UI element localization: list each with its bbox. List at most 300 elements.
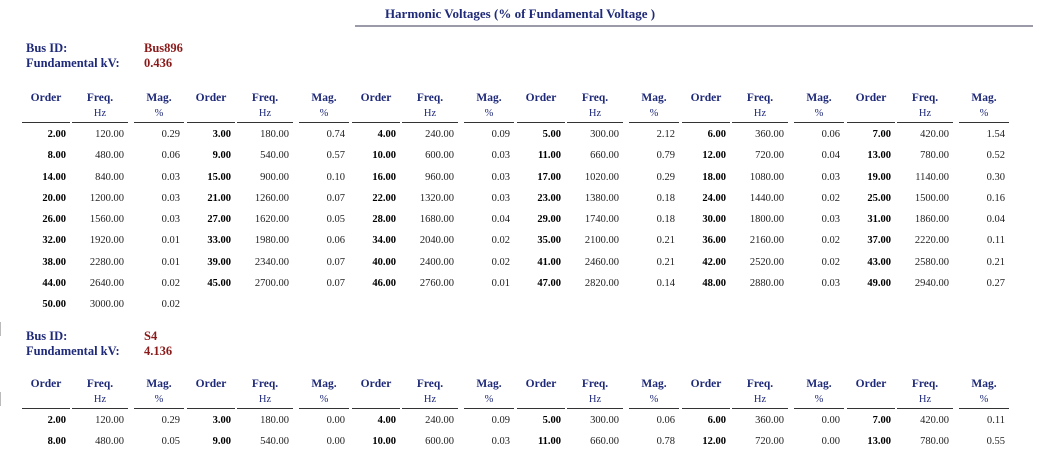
mag-cell: 0.03 [821,171,840,183]
table-row [26,230,1006,251]
freq-cell: 3000.00 [89,299,124,311]
order-cell: 34.00 [372,235,396,247]
harmonic-table [26,376,1006,453]
header-order-label: Order [525,378,557,390]
header-rule [352,122,400,123]
header-freq-unit: Hz [588,108,602,119]
mag-cell: 0.02 [491,256,510,268]
bus-id-row [26,329,158,344]
mag-cell: 0.57 [326,150,345,162]
mag-cell: 0.09 [491,415,510,426]
header-freq-unit: Hz [93,108,107,119]
header-rule [22,122,70,123]
table-row [26,273,1006,294]
freq-cell: 1140.00 [915,171,949,183]
order-cell: 26.00 [42,214,66,226]
header-rule [187,408,235,409]
header-order [187,376,235,392]
header-freq [567,376,623,408]
header-rule [847,122,895,123]
mag-cell: 0.29 [656,171,675,183]
mag-cell: 0.18 [656,214,675,226]
order-cell: 10.00 [372,150,396,162]
order-cell: 17.00 [537,171,561,183]
order-cell: 38.00 [42,256,66,268]
fundamental-kv-value: 0.436 [144,56,173,70]
header-order [352,90,400,106]
freq-cell: 1260.00 [254,192,289,204]
freq-cell: 960.00 [425,171,454,183]
page-edge-mark [0,392,1,406]
freq-cell: 480.00 [95,150,124,162]
header-mag [794,90,844,122]
mag-cell: 0.55 [986,436,1005,448]
order-cell: 32.00 [42,235,66,247]
header-mag-label: Mag. [476,378,502,390]
header-order [187,90,235,106]
header-freq-label: Freq. [911,378,939,390]
header-rule [402,122,458,123]
order-cell: 35.00 [537,235,561,247]
freq-cell: 2040.00 [419,235,454,247]
header-rule [187,122,235,123]
header-rule [134,122,184,123]
freq-cell: 1980.00 [254,235,289,247]
freq-cell: 1320.00 [419,192,454,204]
freq-cell: 360.00 [755,129,784,140]
freq-cell: 720.00 [755,436,784,448]
header-mag [464,90,514,122]
order-cell: 31.00 [867,214,891,226]
order-cell: 44.00 [42,278,66,290]
header-rule [732,408,788,409]
mag-cell: 0.00 [326,415,345,426]
freq-cell: 1800.00 [749,214,784,226]
mag-cell: 0.02 [821,192,840,204]
freq-cell: 2580.00 [914,256,949,268]
freq-cell: 1560.00 [89,214,124,226]
header-mag [464,376,514,408]
order-cell: 30.00 [702,214,726,226]
header-rule [897,122,953,123]
order-cell: 36.00 [702,235,726,247]
mag-cell: 0.11 [987,415,1005,426]
order-cell: 7.00 [872,415,891,426]
report-title: Harmonic Voltages (% of Fundamental Voltage ) [384,6,656,21]
mag-cell: 0.11 [987,235,1005,247]
fundamental-kv-label: Fundamental kV: [26,56,120,70]
bus-info [26,329,173,359]
mag-cell: 0.03 [491,436,510,448]
mag-cell: 0.01 [161,235,180,247]
order-cell: 4.00 [377,415,396,426]
header-order [847,376,895,392]
bus-id-value: Bus896 [144,41,183,55]
order-cell: 16.00 [372,171,396,183]
fundamental-kv-row [26,56,173,71]
header-rule [847,408,895,409]
header-freq-label: Freq. [581,92,609,104]
header-rule [237,408,293,409]
header-freq [402,90,458,122]
mag-cell: 0.27 [986,278,1005,290]
header-order [847,90,895,106]
freq-cell: 120.00 [95,129,124,140]
order-cell: 3.00 [212,129,231,140]
mag-cell: 0.07 [326,256,345,268]
mag-cell: 0.03 [161,192,180,204]
order-cell: 8.00 [47,436,66,448]
order-cell: 27.00 [207,214,231,226]
freq-cell: 1020.00 [584,171,619,183]
mag-cell: 0.29 [161,415,180,426]
header-mag [134,90,184,122]
header-rule [959,408,1009,409]
freq-cell: 2340.00 [254,256,289,268]
header-mag [299,376,349,408]
mag-cell: 0.02 [161,278,180,290]
order-cell: 41.00 [537,256,561,268]
freq-cell: 420.00 [920,415,949,426]
freq-cell: 2400.00 [419,256,454,268]
header-order [517,90,565,106]
freq-cell: 600.00 [425,436,454,448]
header-mag [959,90,1009,122]
header-freq-label: Freq. [746,92,774,104]
header-mag-label: Mag. [641,378,667,390]
order-cell: 2.00 [47,415,66,426]
order-cell: 40.00 [372,256,396,268]
mag-cell: 0.52 [986,150,1005,162]
table-row [26,431,1006,452]
order-cell: 5.00 [542,415,561,426]
order-cell: 11.00 [537,150,561,162]
header-rule [682,122,730,123]
freq-cell: 360.00 [755,415,784,426]
header-freq-unit: Hz [93,394,107,405]
header-freq-label: Freq. [581,378,609,390]
header-freq-unit: Hz [918,394,932,405]
mag-cell: 0.10 [326,171,345,183]
mag-cell: 0.05 [326,214,345,226]
header-mag-label: Mag. [806,378,832,390]
header-freq-unit: Hz [423,108,437,119]
order-cell: 33.00 [207,235,231,247]
header-mag [959,376,1009,408]
table-row [26,188,1006,209]
header-mag [299,90,349,122]
mag-cell: 0.02 [821,235,840,247]
freq-cell: 480.00 [95,436,124,448]
freq-cell: 2940.00 [914,278,949,290]
freq-cell: 300.00 [590,129,619,140]
header-mag-label: Mag. [311,378,337,390]
header-freq-unit: Hz [918,108,932,119]
mag-cell: 0.07 [326,278,345,290]
mag-cell: 0.03 [161,214,180,226]
header-mag-label: Mag. [146,92,172,104]
header-rule [567,408,623,409]
order-cell: 22.00 [372,192,396,204]
page-edge-mark [0,322,1,336]
header-order-label: Order [690,378,722,390]
order-cell: 18.00 [702,171,726,183]
table-header [26,376,1006,410]
freq-cell: 780.00 [920,436,949,448]
header-mag-unit: % [319,108,329,119]
freq-cell: 2760.00 [419,278,454,290]
order-cell: 13.00 [867,436,891,448]
harmonic-table [26,90,1006,316]
mag-cell: 0.07 [326,192,345,204]
freq-cell: 2700.00 [254,278,289,290]
mag-cell: 0.00 [821,415,840,426]
table-row [26,167,1006,188]
header-rule [629,408,679,409]
header-rule [517,122,565,123]
freq-cell: 1620.00 [254,214,289,226]
header-rule [567,122,623,123]
order-cell: 43.00 [867,256,891,268]
table-row [26,145,1006,166]
mag-cell: 0.30 [986,171,1005,183]
table-row [26,124,1006,145]
order-cell: 42.00 [702,256,726,268]
header-mag [794,376,844,408]
order-cell: 15.00 [207,171,231,183]
header-freq-label: Freq. [911,92,939,104]
freq-cell: 1380.00 [584,192,619,204]
order-cell: 12.00 [702,436,726,448]
mag-cell: 0.21 [656,235,675,247]
mag-cell: 0.04 [491,214,510,226]
freq-cell: 1080.00 [749,171,784,183]
header-order [517,376,565,392]
freq-cell: 780.00 [920,150,949,162]
header-rule [959,122,1009,123]
header-order [22,376,70,392]
header-rule [352,408,400,409]
header-rule [299,408,349,409]
header-freq-label: Freq. [86,92,114,104]
freq-cell: 2160.00 [749,235,784,247]
header-freq [402,376,458,408]
freq-cell: 180.00 [260,129,289,140]
order-cell: 48.00 [702,278,726,290]
freq-cell: 2640.00 [89,278,124,290]
order-cell: 6.00 [707,129,726,140]
header-order-label: Order [195,378,227,390]
header-mag-unit: % [484,108,494,119]
header-rule [237,122,293,123]
header-mag-unit: % [814,108,824,119]
header-rule [299,122,349,123]
header-rule [794,122,844,123]
header-order-label: Order [855,378,887,390]
order-cell: 23.00 [537,192,561,204]
header-rule [794,408,844,409]
order-cell: 28.00 [372,214,396,226]
mag-cell: 0.09 [491,129,510,140]
freq-cell: 2220.00 [914,235,949,247]
mag-cell: 0.01 [491,278,510,290]
mag-cell: 0.03 [491,171,510,183]
order-cell: 45.00 [207,278,231,290]
header-rule [629,122,679,123]
header-mag-unit: % [154,108,164,119]
fundamental-kv-value: 4.136 [144,344,173,358]
header-mag-unit: % [649,108,659,119]
header-freq-label: Freq. [416,92,444,104]
title-divider [355,25,1033,27]
mag-cell: 2.12 [656,129,675,140]
freq-cell: 1680.00 [419,214,454,226]
freq-cell: 1860.00 [914,214,949,226]
mag-cell: 1.54 [986,129,1005,140]
order-cell: 11.00 [537,436,561,448]
bus-info [26,41,183,71]
mag-cell: 0.06 [161,150,180,162]
mag-cell: 0.29 [161,129,180,140]
table-row [26,410,1006,431]
order-cell: 5.00 [542,129,561,140]
header-mag-label: Mag. [641,92,667,104]
header-mag-unit: % [979,394,989,405]
header-freq-label: Freq. [251,378,279,390]
bus-id-label: Bus ID: [26,329,68,343]
header-order-label: Order [30,92,62,104]
freq-cell: 120.00 [95,415,124,426]
freq-cell: 300.00 [590,415,619,426]
header-freq [732,376,788,408]
table-row [26,294,1006,315]
header-rule [464,408,514,409]
freq-cell: 660.00 [590,436,619,448]
freq-cell: 840.00 [95,171,124,183]
freq-cell: 240.00 [425,415,454,426]
header-mag-label: Mag. [971,92,997,104]
order-cell: 37.00 [867,235,891,247]
freq-cell: 2820.00 [584,278,619,290]
header-mag-label: Mag. [311,92,337,104]
order-cell: 8.00 [47,150,66,162]
freq-cell: 720.00 [755,150,784,162]
header-freq-unit: Hz [753,108,767,119]
order-cell: 12.00 [702,150,726,162]
order-cell: 50.00 [42,299,66,311]
order-cell: 39.00 [207,256,231,268]
freq-cell: 240.00 [425,129,454,140]
header-mag-unit: % [814,394,824,405]
bus-id-label: Bus ID: [26,41,68,55]
header-mag-unit: % [484,394,494,405]
header-mag-label: Mag. [146,378,172,390]
header-freq [897,376,953,408]
mag-cell: 0.01 [161,256,180,268]
header-order-label: Order [30,378,62,390]
freq-cell: 1500.00 [914,192,949,204]
freq-cell: 1440.00 [749,192,784,204]
table-header [26,90,1006,124]
freq-cell: 540.00 [260,150,289,162]
mag-cell: 0.03 [821,214,840,226]
header-freq [732,90,788,122]
mag-cell: 0.21 [656,256,675,268]
mag-cell: 0.04 [986,214,1005,226]
header-order-label: Order [360,378,392,390]
header-rule [72,408,128,409]
order-cell: 3.00 [212,415,231,426]
freq-cell: 660.00 [590,150,619,162]
header-freq-label: Freq. [86,378,114,390]
header-rule [72,122,128,123]
header-freq [72,90,128,122]
freq-cell: 180.00 [260,415,289,426]
mag-cell: 0.03 [161,171,180,183]
header-rule [732,122,788,123]
header-mag-unit: % [979,108,989,119]
mag-cell: 0.06 [656,415,675,426]
order-cell: 21.00 [207,192,231,204]
freq-cell: 2100.00 [584,235,619,247]
mag-cell: 0.79 [656,150,675,162]
bus-id-row [26,41,183,56]
header-freq [72,376,128,408]
header-mag-label: Mag. [476,92,502,104]
order-cell: 13.00 [867,150,891,162]
order-cell: 19.00 [867,171,891,183]
order-cell: 4.00 [377,129,396,140]
header-mag [134,376,184,408]
freq-cell: 420.00 [920,129,949,140]
header-freq-label: Freq. [416,378,444,390]
order-cell: 7.00 [872,129,891,140]
mag-cell: 0.04 [821,150,840,162]
mag-cell: 0.78 [656,436,675,448]
header-freq-unit: Hz [258,394,272,405]
order-cell: 6.00 [707,415,726,426]
mag-cell: 0.16 [986,192,1005,204]
header-freq-unit: Hz [753,394,767,405]
header-order [352,376,400,392]
header-freq [897,90,953,122]
order-cell: 20.00 [42,192,66,204]
order-cell: 9.00 [212,150,231,162]
mag-cell: 0.06 [326,235,345,247]
order-cell: 10.00 [372,436,396,448]
order-cell: 49.00 [867,278,891,290]
mag-cell: 0.21 [986,256,1005,268]
fundamental-kv-row [26,344,173,359]
freq-cell: 2520.00 [749,256,784,268]
mag-cell: 0.00 [326,436,345,448]
mag-cell: 0.02 [161,299,180,311]
header-order-label: Order [360,92,392,104]
header-freq-label: Freq. [251,92,279,104]
mag-cell: 0.06 [821,129,840,140]
header-mag-unit: % [154,394,164,405]
freq-cell: 1920.00 [89,235,124,247]
header-mag-label: Mag. [971,378,997,390]
header-mag-unit: % [649,394,659,405]
header-rule [402,408,458,409]
header-freq [237,376,293,408]
freq-cell: 2880.00 [749,278,784,290]
fundamental-kv-label: Fundamental kV: [26,344,120,358]
mag-cell: 0.18 [656,192,675,204]
header-mag [629,376,679,408]
order-cell: 25.00 [867,192,891,204]
